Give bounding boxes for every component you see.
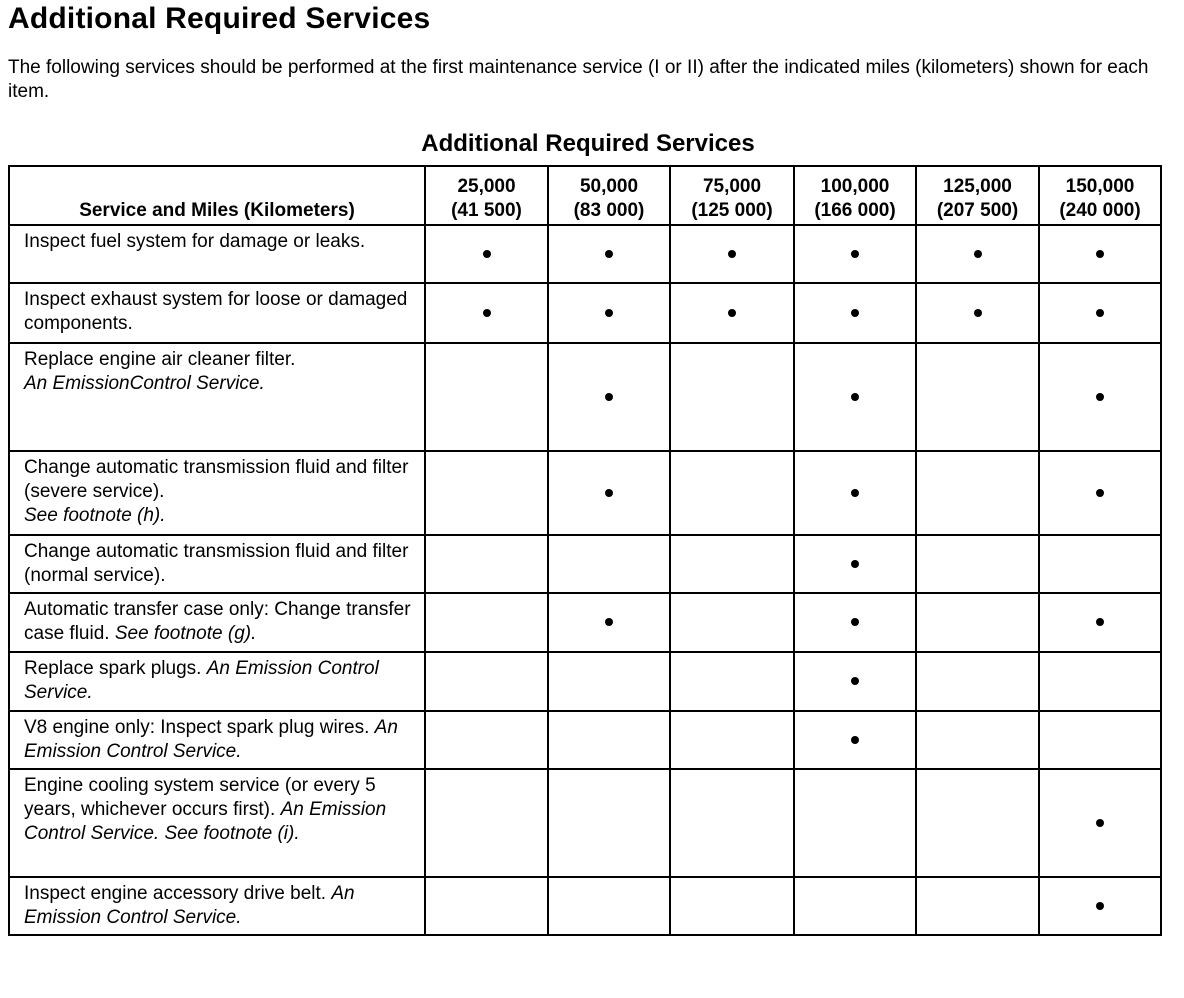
interval-cell (794, 877, 916, 935)
table-row (9, 451, 1161, 535)
interval-cell (670, 343, 794, 451)
service-note: An Emission Control Service. (24, 658, 379, 703)
service-note: An EmissionControl Service. (24, 373, 265, 394)
service-column-header: Service and Miles (Kilometers) (9, 166, 425, 225)
service-required-dot-icon (1096, 393, 1104, 401)
table-row (9, 711, 1161, 769)
service-note: An Emission Control Service. (24, 883, 355, 928)
interval-cell (794, 225, 916, 283)
interval-cell (548, 343, 670, 451)
interval-cell (794, 652, 916, 711)
table-row (9, 225, 1161, 283)
service-description (9, 769, 425, 877)
interval-cell (916, 451, 1039, 535)
table-row (9, 877, 1161, 935)
service-text: Replace spark plugs. (24, 658, 202, 679)
interval-cell (425, 711, 548, 769)
intro-paragraph: The following services should be performed at the first maintenance service (I or II) after the indicated miles (kilometers) shown for each item. (8, 57, 1149, 102)
service-required-dot-icon (851, 489, 859, 497)
interval-cell (548, 877, 670, 935)
interval-cell (916, 652, 1039, 711)
interval-cell (425, 535, 548, 593)
service-required-dot-icon (851, 393, 859, 401)
service-required-dot-icon (1096, 309, 1104, 317)
service-required-dot-icon (851, 250, 859, 258)
table-caption: Additional Required Services (421, 130, 755, 157)
services-table (8, 165, 1162, 936)
interval-cell (548, 451, 670, 535)
interval-cell (425, 652, 548, 711)
interval-cell (794, 283, 916, 343)
interval-cell (548, 225, 670, 283)
km-label: (83 000) (573, 200, 645, 221)
miles-label: 75,000 (702, 176, 762, 197)
mileage-column-header (548, 166, 670, 225)
interval-cell (1039, 535, 1161, 593)
service-required-dot-icon (1096, 819, 1104, 827)
header-row (9, 166, 1161, 225)
interval-cell (916, 225, 1039, 283)
interval-cell (425, 343, 548, 451)
interval-cell (1039, 225, 1161, 283)
interval-cell (670, 593, 794, 652)
interval-cell (425, 283, 548, 343)
service-required-dot-icon (851, 560, 859, 568)
km-label: (125 000) (691, 200, 773, 221)
service-required-dot-icon (851, 677, 859, 685)
mileage-column-header (916, 166, 1039, 225)
interval-cell (916, 535, 1039, 593)
service-required-dot-icon (483, 250, 491, 258)
interval-cell (1039, 283, 1161, 343)
interval-cell (548, 593, 670, 652)
service-text: Inspect engine accessory drive belt. (24, 883, 327, 904)
service-required-dot-icon (605, 618, 613, 626)
interval-cell (425, 877, 548, 935)
interval-cell (1039, 877, 1161, 935)
interval-cell (425, 225, 548, 283)
service-text: Change automatic transmission fluid and filter (severe service). (24, 457, 409, 502)
mileage-column-header (1039, 166, 1161, 225)
interval-cell (794, 711, 916, 769)
service-required-dot-icon (605, 250, 613, 258)
service-text: Inspect exhaust system for loose or damaged components. (24, 289, 408, 334)
table-row (9, 283, 1161, 343)
interval-cell (1039, 711, 1161, 769)
service-description (9, 652, 425, 711)
interval-cell (670, 877, 794, 935)
service-required-dot-icon (605, 309, 613, 317)
service-description (9, 711, 425, 769)
interval-cell (1039, 769, 1161, 877)
service-description (9, 343, 425, 451)
interval-cell (670, 283, 794, 343)
interval-cell (916, 283, 1039, 343)
interval-cell (916, 877, 1039, 935)
service-required-dot-icon (974, 250, 982, 258)
interval-cell (1039, 652, 1161, 711)
table-row (9, 343, 1161, 451)
page-heading: Additional Required Services (8, 2, 431, 35)
km-label: (240 000) (1059, 200, 1141, 221)
service-description (9, 283, 425, 343)
service-required-dot-icon (851, 309, 859, 317)
table-row (9, 652, 1161, 711)
interval-cell (794, 343, 916, 451)
service-description (9, 451, 425, 535)
interval-cell (1039, 593, 1161, 652)
mileage-column-header (794, 166, 916, 225)
table-body (9, 225, 1161, 935)
service-required-dot-icon (1096, 250, 1104, 258)
service-required-dot-icon (605, 393, 613, 401)
interval-cell (670, 535, 794, 593)
miles-label: 150,000 (1065, 176, 1135, 197)
interval-cell (670, 652, 794, 711)
table-row (9, 593, 1161, 652)
interval-cell (425, 451, 548, 535)
service-text: Change automatic transmission fluid and filter (normal service). (24, 541, 409, 586)
service-description (9, 225, 425, 283)
interval-cell (548, 652, 670, 711)
service-text: Inspect fuel system for damage or leaks. (24, 231, 366, 252)
interval-cell (670, 769, 794, 877)
interval-cell (794, 451, 916, 535)
km-label: (166 000) (814, 200, 896, 221)
interval-cell (794, 535, 916, 593)
table-row (9, 769, 1161, 877)
interval-cell (916, 343, 1039, 451)
interval-cell (1039, 343, 1161, 451)
service-description (9, 593, 425, 652)
interval-cell (916, 593, 1039, 652)
interval-cell (794, 593, 916, 652)
service-required-dot-icon (851, 618, 859, 626)
interval-cell (670, 225, 794, 283)
service-required-dot-icon (728, 250, 736, 258)
interval-cell (548, 535, 670, 593)
service-note: See footnote (h). (24, 505, 166, 526)
km-label: (207 500) (936, 200, 1019, 221)
miles-label: 50,000 (579, 176, 639, 197)
service-note: See footnote (g). (114, 623, 257, 644)
service-required-dot-icon (1096, 489, 1104, 497)
service-required-dot-icon (1096, 618, 1104, 626)
service-note: An Emission Control Service. (24, 717, 398, 762)
miles-label: 100,000 (820, 176, 890, 197)
service-note: An Emission Control Service. See footnote (i). (24, 799, 387, 844)
interval-cell (670, 711, 794, 769)
interval-cell (1039, 451, 1161, 535)
interval-cell (548, 711, 670, 769)
service-description (9, 877, 425, 935)
table-row (9, 535, 1161, 593)
miles-label: 25,000 (457, 176, 516, 197)
service-required-dot-icon (483, 309, 491, 317)
interval-cell (916, 769, 1039, 877)
interval-cell (794, 769, 916, 877)
service-text: Automatic transfer case only: Change transfer case fluid. (24, 599, 411, 644)
service-text: Replace engine air cleaner filter. (24, 349, 296, 370)
mileage-column-header (425, 166, 548, 225)
service-text: V8 engine only: Inspect spark plug wires. (24, 717, 370, 738)
interval-cell (425, 769, 548, 877)
service-required-dot-icon (605, 489, 613, 497)
service-text: Engine cooling system service (or every 5 years, whichever occurs first). (24, 775, 376, 820)
interval-cell (916, 711, 1039, 769)
service-required-dot-icon (851, 736, 859, 744)
interval-cell (670, 451, 794, 535)
interval-cell (548, 283, 670, 343)
mileage-column-header (670, 166, 794, 225)
interval-cell (425, 593, 548, 652)
miles-label: 125,000 (943, 176, 1012, 197)
service-required-dot-icon (1096, 902, 1104, 910)
service-required-dot-icon (974, 309, 982, 317)
service-required-dot-icon (728, 309, 736, 317)
service-description (9, 535, 425, 593)
interval-cell (548, 769, 670, 877)
km-label: (41 500) (451, 200, 522, 221)
